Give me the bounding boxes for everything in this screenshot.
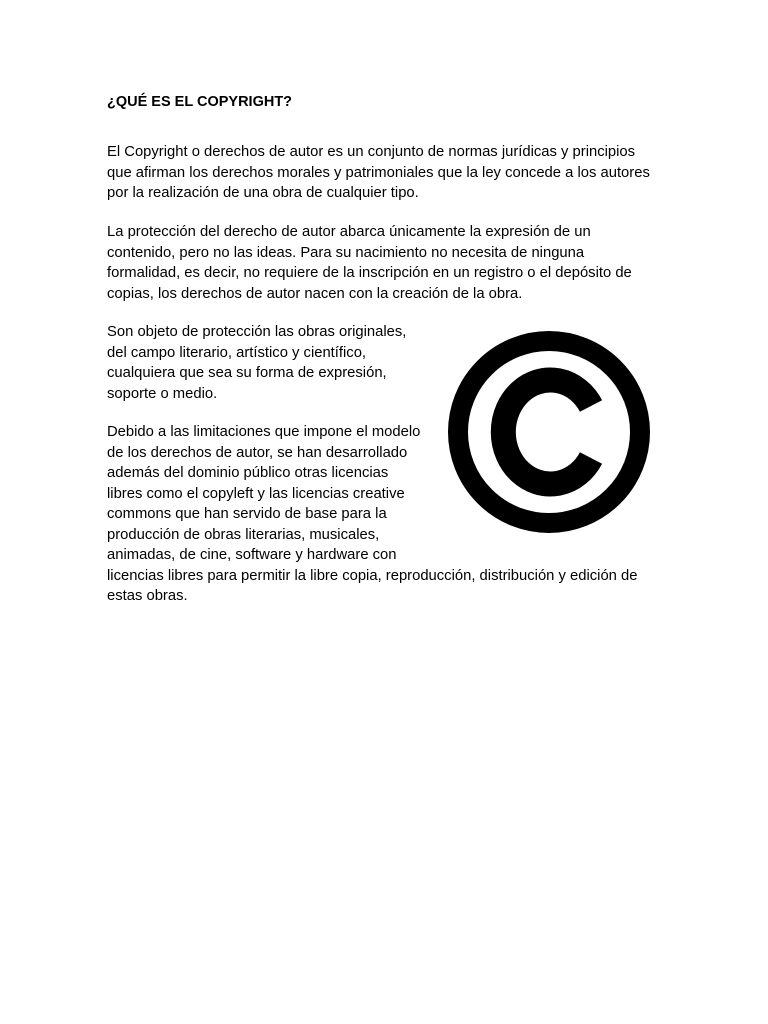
text-line: La protección del derecho de autor abarca únicamente la expresión de un [107, 224, 591, 240]
text-line: Debido a las limitaciones que impone el modelo [107, 424, 421, 440]
text-line: formalidad, es decir, no requiere de la inscripción en un registro o el depósito de [107, 265, 632, 281]
text-line: licencias libres para permitir la libre copia, reproducción, distribución y edición de [107, 567, 638, 584]
text-line: por la realización de una obra de cualquier tipo. [107, 185, 419, 201]
text-line: producción de obras literarias, musicales, [107, 526, 380, 543]
copyright-symbol-icon [448, 327, 650, 537]
text-line: estas obras. [107, 588, 188, 604]
text-line: que afirman los derechos morales y patrimoniales que la ley concede a los autores [107, 164, 650, 181]
text-line: soporte o medio. [107, 385, 218, 402]
page-title: ¿QUÉ ES EL COPYRIGHT? [107, 94, 293, 110]
text-line: libres como el copyleft y las licencias creative [107, 485, 405, 502]
text-line: de los derechos de autor, se han desarrollado [107, 444, 408, 461]
text-line: animadas, de cine, software y hardware con [107, 547, 397, 563]
text-line: commons que han servido de base para la [107, 506, 387, 522]
text-line: Son objeto de protección las obras originales, [107, 324, 407, 340]
text-line: El Copyright o derechos de autor es un conjunto de normas jurídicas y principios [107, 144, 636, 160]
text-line: contenido, pero no las ideas. Para su nacimiento no necesita de ninguna [107, 244, 585, 261]
text-line: además del dominio público otras licencias [107, 465, 389, 481]
text-line: del campo literario, artístico y científico, [107, 344, 367, 361]
text-line: copias, los derechos de autor nacen con la creación de la obra. [107, 285, 523, 302]
text-line: cualquiera que sea su forma de expresión, [107, 365, 387, 381]
